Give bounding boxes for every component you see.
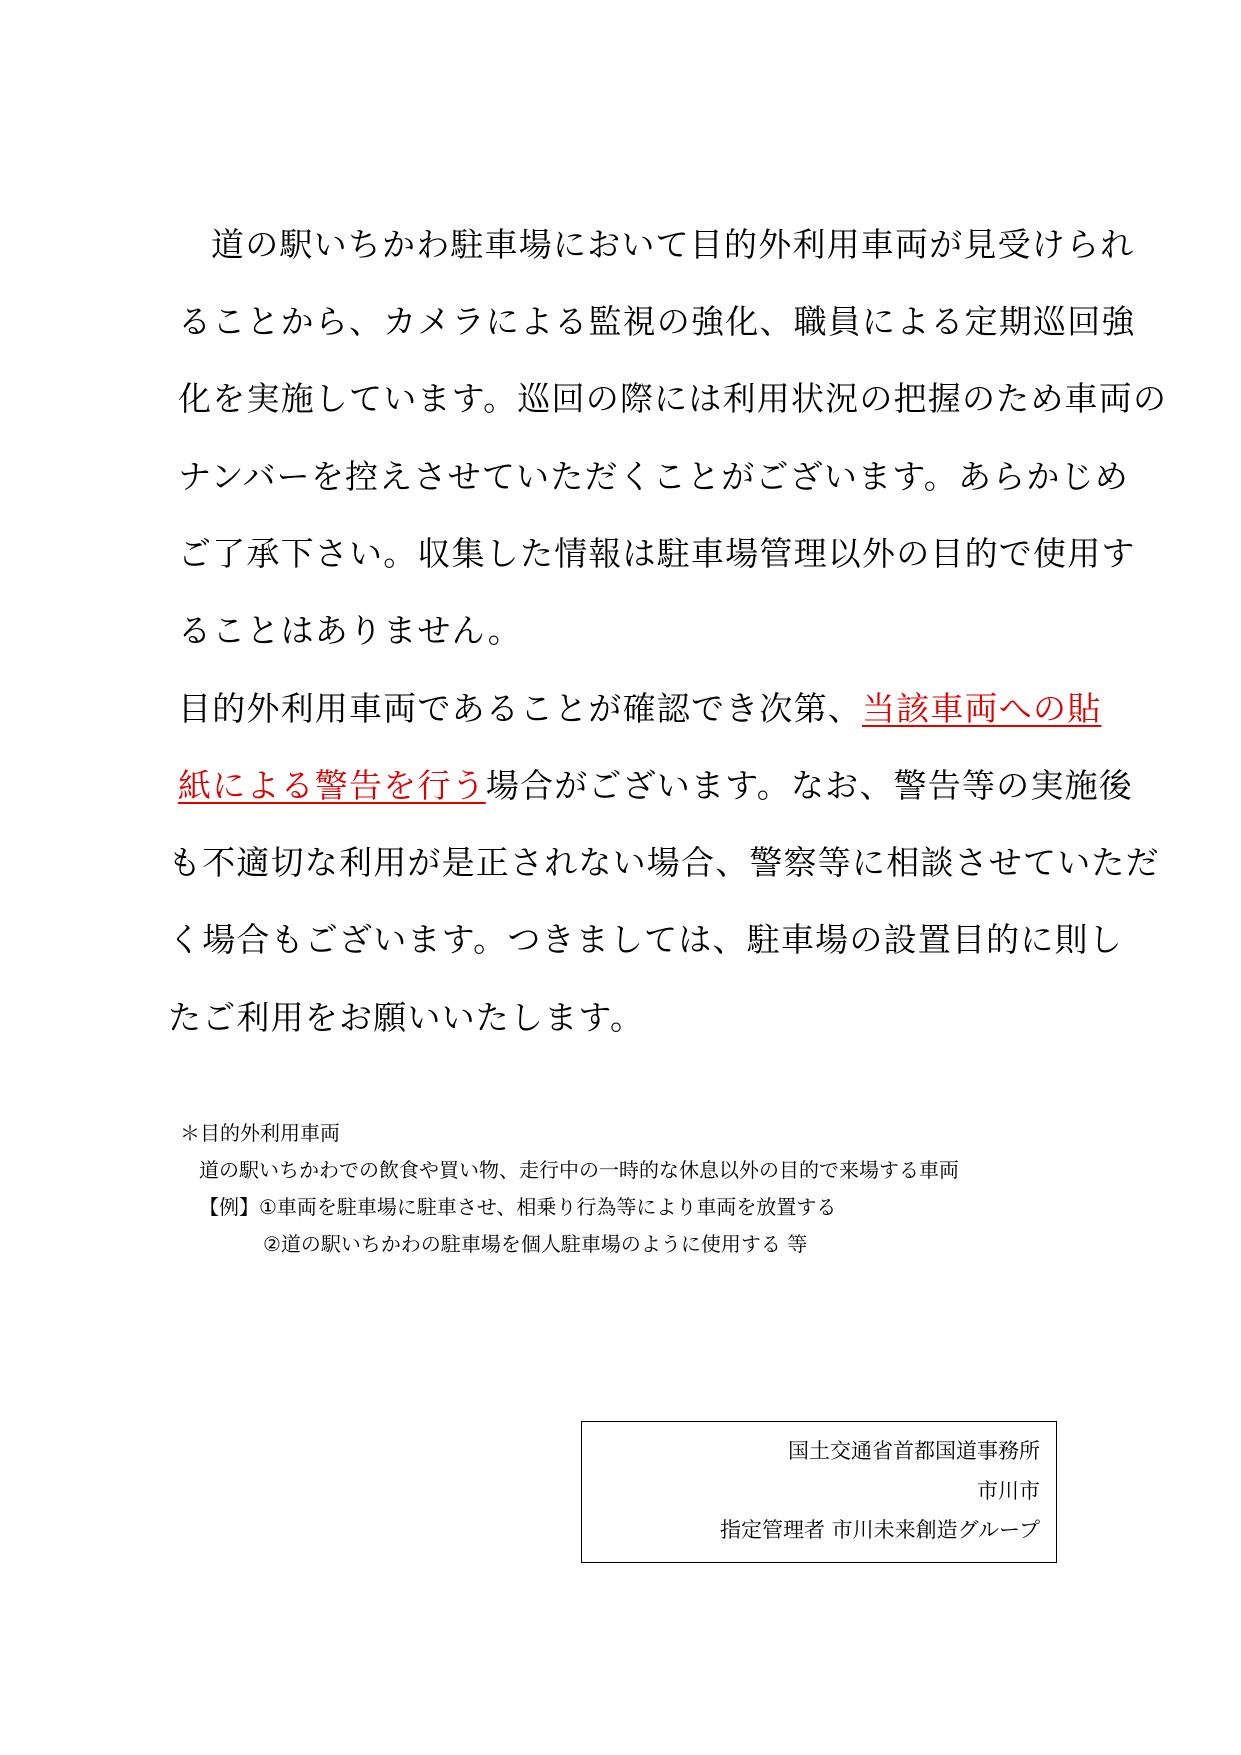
footnote-definition: 道の駅いちかわでの飲食や買い物、走行中の一時的な休息以外の目的で来場する車両 — [199, 1158, 959, 1182]
paragraph2-line1 — [178, 687, 1101, 731]
paragraph2-line5: たご利用をお願いいたします。 — [168, 998, 645, 1037]
warning-highlight-part2: 紙による警告を行う — [178, 766, 486, 805]
paragraph2-line4: く場合もございます。つきましては、駐車場の設置目的に則し — [168, 920, 1123, 959]
paragraph1-line2: ることから、カメラによる監視の強化、職員による定期巡回強 — [178, 302, 1136, 341]
warning-highlight-part1: 当該車両への貼 — [862, 689, 1102, 728]
paragraph1-line3: 化を実施しています。巡回の際には利用状況の把握のため車両の — [178, 379, 1168, 418]
issuer-ichikawa-city: 市川市 — [977, 1479, 1040, 1503]
issuer-designated-manager: 指定管理者 市川未来創造グループ — [720, 1518, 1040, 1542]
paragraph1-line5: ご了承下さい。収集した情報は駐車場管理以外の目的で使用す — [178, 534, 1136, 573]
footnote-example1 — [199, 1193, 836, 1221]
paragraph2-line2-text: 場合がございます。なお、警告等の実施後 — [485, 766, 1133, 805]
footnote-heading: ＊目的外利用車両 — [180, 1121, 340, 1145]
paragraph1-line1: 道の駅いちかわ駐車場において目的外利用車両が見受けられ — [211, 225, 1135, 264]
paragraph2-line2 — [178, 764, 1133, 808]
footnote-example-label: 【例】 — [199, 1195, 259, 1219]
issuer-box — [581, 1421, 1057, 1563]
issuer-mlit-office: 国土交通省首都国道事務所 — [788, 1439, 1040, 1463]
footnote-example1-text: ①車両を駐車場に駐車させ、相乗り行為等により車両を放置する — [259, 1195, 837, 1219]
paragraph2-line3: も不適切な利用が是正されない場合、警察等に相談させていただ — [168, 843, 1160, 882]
paragraph2-line1-text: 目的外利用車両であることが確認でき次第、 — [178, 689, 862, 728]
paragraph1-line4: ナンバーを控えさせていただくことがございます。あらかじめ — [178, 457, 1129, 496]
footnote-example2: ②道の駅いちかわの駐車場を個人駐車場のように使用する 等 — [263, 1232, 808, 1256]
paragraph1-line6: ることはありません。 — [178, 611, 522, 650]
